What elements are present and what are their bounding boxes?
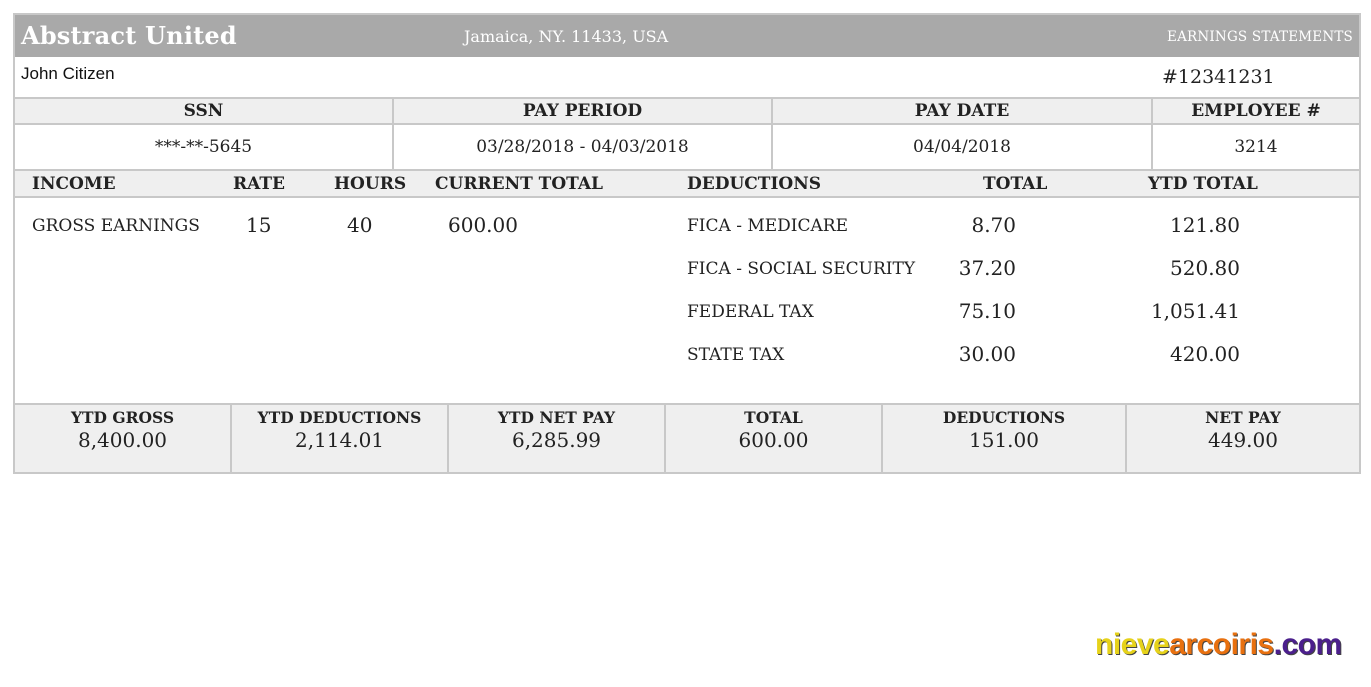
pay-date-header: PAY DATE — [772, 99, 1152, 124]
pay-info-table — [15, 99, 1359, 171]
company-name: Abstract United — [21, 21, 237, 50]
watermark-logo — [1095, 628, 1342, 662]
income-hours: 40 — [347, 213, 373, 237]
ssn-header: SSN — [15, 99, 393, 124]
pay-date-value: 04/04/2018 — [772, 124, 1152, 170]
income-label: GROSS EARNINGS — [32, 216, 200, 236]
employee-number-header: EMPLOYEE # — [1152, 99, 1359, 124]
pay-period-header: PAY PERIOD — [393, 99, 772, 124]
deduction-total: 37.20 — [958, 256, 1016, 280]
statement-header — [15, 15, 1359, 57]
ssn-value: ***-**-5645 — [15, 124, 393, 170]
summary-label: NET PAY — [1205, 408, 1281, 427]
deduction-ytd: 420.00 — [1170, 342, 1240, 366]
summary-row — [15, 405, 1359, 472]
summary-ytd-deductions — [232, 405, 449, 472]
summary-value: 151.00 — [969, 428, 1039, 452]
earnings-statement — [13, 13, 1361, 474]
detail-body — [15, 198, 1359, 405]
watermark-part: arcoiris — [1169, 628, 1274, 661]
summary-value: 6,285.99 — [511, 428, 602, 452]
summary-label: YTD GROSS — [70, 408, 175, 427]
income-header: INCOME — [32, 174, 116, 194]
deduction-label: FICA - MEDICARE — [687, 216, 849, 236]
summary-net-pay — [1127, 405, 1359, 472]
company-address: Jamaica, NY. 11433, USA — [464, 27, 669, 46]
summary-label: TOTAL — [744, 408, 803, 427]
employee-name: John Citizen — [21, 64, 115, 83]
deduction-total: 75.10 — [958, 299, 1016, 323]
summary-ytd-net-pay — [449, 405, 666, 472]
deduction-ytd: 1,051.41 — [1150, 299, 1240, 323]
deduction-label: FEDERAL TAX — [687, 302, 814, 322]
deduction-total-header: TOTAL — [983, 174, 1048, 194]
summary-value: 8,400.00 — [77, 428, 168, 452]
current-total-header: CURRENT TOTAL — [435, 174, 603, 194]
hours-header: HOURS — [334, 174, 407, 194]
deduction-label: STATE TAX — [687, 345, 785, 365]
summary-deductions — [883, 405, 1127, 472]
summary-value: 449.00 — [1208, 428, 1278, 452]
check-number: #12341231 — [1162, 66, 1275, 88]
summary-label: DEDUCTIONS — [942, 408, 1066, 427]
summary-value: 600.00 — [738, 428, 809, 452]
pay-period-value: 03/28/2018 - 04/03/2018 — [393, 124, 772, 170]
income-current-total: 600.00 — [448, 213, 518, 237]
ytd-total-header: YTD TOTAL — [1148, 174, 1258, 194]
watermark-part: nieve — [1095, 628, 1170, 661]
summary-label: YTD NET PAY — [497, 408, 616, 427]
rate-header: RATE — [233, 174, 285, 194]
watermark-part: .com — [1273, 628, 1342, 661]
deduction-total: 30.00 — [958, 342, 1016, 366]
deduction-label: FICA - SOCIAL SECURITY — [687, 259, 916, 279]
deductions-header: DEDUCTIONS — [687, 174, 822, 194]
summary-total — [666, 405, 883, 472]
deduction-ytd: 121.80 — [1170, 213, 1240, 237]
summary-ytd-gross — [15, 405, 232, 472]
statement-title: EARNINGS STATEMENTS — [1167, 29, 1353, 45]
summary-label: YTD DEDUCTIONS — [257, 408, 422, 427]
deduction-total: 8.70 — [971, 213, 1016, 237]
employee-bar — [15, 57, 1359, 99]
detail-header-row — [15, 171, 1359, 198]
income-rate: 15 — [246, 213, 272, 237]
summary-value: 2,114.01 — [294, 428, 385, 452]
deduction-ytd: 520.80 — [1170, 256, 1240, 280]
employee-number-value: 3214 — [1152, 124, 1359, 170]
